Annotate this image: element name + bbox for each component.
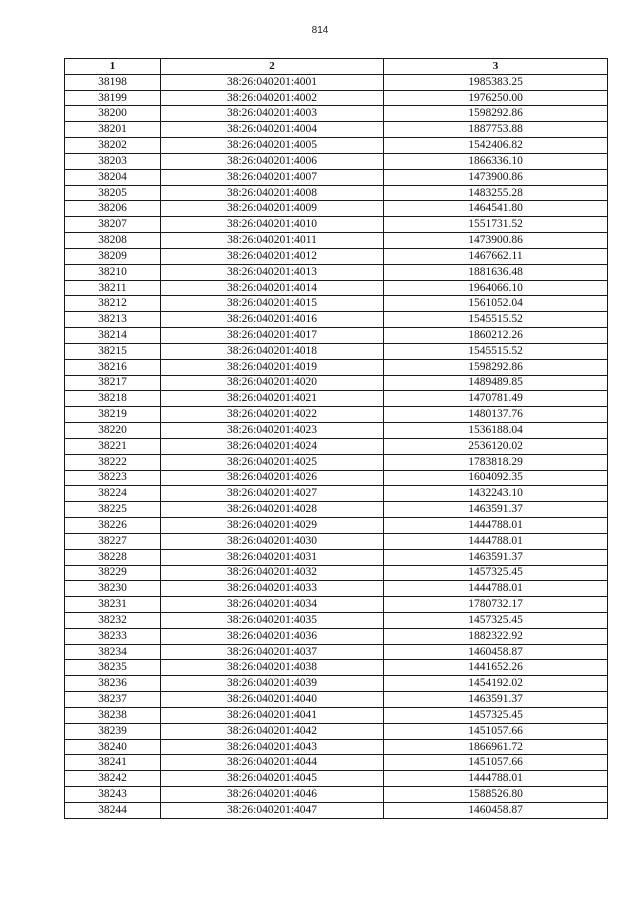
table-row xyxy=(65,533,608,549)
value-cell: 1976250.00 xyxy=(384,90,608,106)
cadastral-number-cell: 38:26:040201:4028 xyxy=(161,502,384,518)
row-number-cell: 38215 xyxy=(65,343,161,359)
row-number-cell: 38211 xyxy=(65,280,161,296)
row-number-cell: 38224 xyxy=(65,486,161,502)
table-body xyxy=(65,74,608,818)
cadastral-number-cell: 38:26:040201:4035 xyxy=(161,612,384,628)
value-cell: 1881636.48 xyxy=(384,264,608,280)
cadastral-number-cell: 38:26:040201:4014 xyxy=(161,280,384,296)
table-row xyxy=(65,549,608,565)
table-row xyxy=(65,755,608,771)
value-cell: 1432243.10 xyxy=(384,486,608,502)
value-cell: 1598292.86 xyxy=(384,106,608,122)
cadastral-number-cell: 38:26:040201:4015 xyxy=(161,296,384,312)
value-cell: 1882322.92 xyxy=(384,628,608,644)
value-cell: 1780732.17 xyxy=(384,597,608,613)
table-row xyxy=(65,597,608,613)
row-number-cell: 38240 xyxy=(65,739,161,755)
cadastral-number-cell: 38:26:040201:4031 xyxy=(161,549,384,565)
value-cell: 1464541.80 xyxy=(384,201,608,217)
cadastral-number-cell: 38:26:040201:4034 xyxy=(161,597,384,613)
cadastral-number-cell: 38:26:040201:4003 xyxy=(161,106,384,122)
row-number-cell: 38235 xyxy=(65,660,161,676)
cadastral-number-cell: 38:26:040201:4006 xyxy=(161,153,384,169)
table-row xyxy=(65,106,608,122)
page-number: 814 xyxy=(311,25,329,36)
table-row xyxy=(65,518,608,534)
value-cell: 1985383.25 xyxy=(384,74,608,90)
row-number-cell: 38237 xyxy=(65,692,161,708)
cadastral-number-cell: 38:26:040201:4042 xyxy=(161,723,384,739)
table-row xyxy=(65,454,608,470)
value-cell: 1866336.10 xyxy=(384,153,608,169)
value-cell: 1964066.10 xyxy=(384,280,608,296)
cadastral-number-cell: 38:26:040201:4043 xyxy=(161,739,384,755)
value-cell: 1860212.26 xyxy=(384,328,608,344)
value-cell: 1457325.45 xyxy=(384,565,608,581)
table-row xyxy=(65,739,608,755)
row-number-cell: 38203 xyxy=(65,153,161,169)
value-cell: 1783818.29 xyxy=(384,454,608,470)
table-row xyxy=(65,438,608,454)
row-number-cell: 38209 xyxy=(65,248,161,264)
value-cell: 1444788.01 xyxy=(384,518,608,534)
row-number-cell: 38200 xyxy=(65,106,161,122)
row-number-cell: 38230 xyxy=(65,581,161,597)
cadastral-number-cell: 38:26:040201:4047 xyxy=(161,802,384,818)
table-row xyxy=(65,169,608,185)
row-number-cell: 38212 xyxy=(65,296,161,312)
table-row xyxy=(65,201,608,217)
cadastral-number-cell: 38:26:040201:4002 xyxy=(161,90,384,106)
cadastral-number-cell: 38:26:040201:4033 xyxy=(161,581,384,597)
value-cell: 1473900.86 xyxy=(384,169,608,185)
table-row xyxy=(65,771,608,787)
cadastral-number-cell: 38:26:040201:4036 xyxy=(161,628,384,644)
row-number-cell: 38219 xyxy=(65,407,161,423)
table-row xyxy=(65,423,608,439)
cadastral-number-cell: 38:26:040201:4021 xyxy=(161,391,384,407)
row-number-cell: 38233 xyxy=(65,628,161,644)
table-row xyxy=(65,296,608,312)
value-cell: 1441652.26 xyxy=(384,660,608,676)
table-row xyxy=(65,138,608,154)
table-row xyxy=(65,185,608,201)
cadastral-number-cell: 38:26:040201:4039 xyxy=(161,676,384,692)
cadastral-number-cell: 38:26:040201:4023 xyxy=(161,423,384,439)
value-cell: 1542406.82 xyxy=(384,138,608,154)
row-number-cell: 38241 xyxy=(65,755,161,771)
table-row xyxy=(65,802,608,818)
table-row xyxy=(65,723,608,739)
table-row xyxy=(65,312,608,328)
row-number-cell: 38225 xyxy=(65,502,161,518)
row-number-cell: 38208 xyxy=(65,233,161,249)
row-number-cell: 38218 xyxy=(65,391,161,407)
value-cell: 1463591.37 xyxy=(384,549,608,565)
table-row xyxy=(65,486,608,502)
value-cell: 1483255.28 xyxy=(384,185,608,201)
cadastral-number-cell: 38:26:040201:4045 xyxy=(161,771,384,787)
table-row xyxy=(65,628,608,644)
cadastral-number-cell: 38:26:040201:4025 xyxy=(161,454,384,470)
value-cell: 1489489.85 xyxy=(384,375,608,391)
row-number-cell: 38204 xyxy=(65,169,161,185)
value-cell: 1463591.37 xyxy=(384,502,608,518)
row-number-cell: 38238 xyxy=(65,707,161,723)
table-row xyxy=(65,248,608,264)
table-header-row xyxy=(65,59,608,75)
row-number-cell: 38217 xyxy=(65,375,161,391)
value-cell: 1588526.80 xyxy=(384,787,608,803)
value-cell: 1551731.52 xyxy=(384,217,608,233)
cadastral-number-cell: 38:26:040201:4017 xyxy=(161,328,384,344)
value-cell: 1444788.01 xyxy=(384,581,608,597)
table-row xyxy=(65,264,608,280)
value-cell: 1457325.45 xyxy=(384,707,608,723)
cadastral-number-cell: 38:26:040201:4024 xyxy=(161,438,384,454)
table-row xyxy=(65,676,608,692)
cadastral-number-cell: 38:26:040201:4038 xyxy=(161,660,384,676)
value-cell: 1545515.52 xyxy=(384,343,608,359)
value-cell: 1473900.86 xyxy=(384,233,608,249)
table-row xyxy=(65,359,608,375)
table-row xyxy=(65,565,608,581)
cadastral-number-cell: 38:26:040201:4020 xyxy=(161,375,384,391)
table-row xyxy=(65,644,608,660)
value-cell: 1604092.35 xyxy=(384,470,608,486)
cadastral-number-cell: 38:26:040201:4009 xyxy=(161,201,384,217)
table-row xyxy=(65,280,608,296)
row-number-cell: 38222 xyxy=(65,454,161,470)
row-number-cell: 38213 xyxy=(65,312,161,328)
cadastral-number-cell: 38:26:040201:4030 xyxy=(161,533,384,549)
cadastral-number-cell: 38:26:040201:4032 xyxy=(161,565,384,581)
table-row xyxy=(65,692,608,708)
value-cell: 1561052.04 xyxy=(384,296,608,312)
cadastral-number-cell: 38:26:040201:4004 xyxy=(161,122,384,138)
row-number-cell: 38220 xyxy=(65,423,161,439)
value-cell: 1598292.86 xyxy=(384,359,608,375)
row-number-cell: 38202 xyxy=(65,138,161,154)
column-header-1: 1 xyxy=(65,59,161,75)
value-cell: 1545515.52 xyxy=(384,312,608,328)
cadastral-number-cell: 38:26:040201:4041 xyxy=(161,707,384,723)
row-number-cell: 38199 xyxy=(65,90,161,106)
row-number-cell: 38207 xyxy=(65,217,161,233)
row-number-cell: 38210 xyxy=(65,264,161,280)
cadastral-number-cell: 38:26:040201:4027 xyxy=(161,486,384,502)
cadastral-number-cell: 38:26:040201:4018 xyxy=(161,343,384,359)
table-header xyxy=(65,59,608,75)
column-header-2: 2 xyxy=(161,59,384,75)
table-row xyxy=(65,217,608,233)
row-number-cell: 38242 xyxy=(65,771,161,787)
data-table xyxy=(64,58,608,819)
table-row xyxy=(65,502,608,518)
row-number-cell: 38239 xyxy=(65,723,161,739)
row-number-cell: 38243 xyxy=(65,787,161,803)
value-cell: 1444788.01 xyxy=(384,771,608,787)
cadastral-number-cell: 38:26:040201:4005 xyxy=(161,138,384,154)
row-number-cell: 38234 xyxy=(65,644,161,660)
row-number-cell: 38228 xyxy=(65,549,161,565)
value-cell: 1463591.37 xyxy=(384,692,608,708)
value-cell: 1866961.72 xyxy=(384,739,608,755)
table-row xyxy=(65,74,608,90)
row-number-cell: 38229 xyxy=(65,565,161,581)
value-cell: 1454192.02 xyxy=(384,676,608,692)
row-number-cell: 38201 xyxy=(65,122,161,138)
table-row xyxy=(65,612,608,628)
value-cell: 1444788.01 xyxy=(384,533,608,549)
row-number-cell: 38231 xyxy=(65,597,161,613)
table-row xyxy=(65,153,608,169)
value-cell: 1467662.11 xyxy=(384,248,608,264)
cadastral-number-cell: 38:26:040201:4013 xyxy=(161,264,384,280)
row-number-cell: 38236 xyxy=(65,676,161,692)
row-number-cell: 38221 xyxy=(65,438,161,454)
table-row xyxy=(65,581,608,597)
row-number-cell: 38206 xyxy=(65,201,161,217)
cadastral-number-cell: 38:26:040201:4010 xyxy=(161,217,384,233)
cadastral-number-cell: 38:26:040201:4040 xyxy=(161,692,384,708)
row-number-cell: 38223 xyxy=(65,470,161,486)
value-cell: 1536188.04 xyxy=(384,423,608,439)
table-row xyxy=(65,660,608,676)
cadastral-number-cell: 38:26:040201:4007 xyxy=(161,169,384,185)
value-cell: 1460458.87 xyxy=(384,802,608,818)
table-row xyxy=(65,233,608,249)
table-row xyxy=(65,90,608,106)
row-number-cell: 38205 xyxy=(65,185,161,201)
value-cell: 1480137.76 xyxy=(384,407,608,423)
row-number-cell: 38227 xyxy=(65,533,161,549)
table-row xyxy=(65,707,608,723)
cadastral-number-cell: 38:26:040201:4001 xyxy=(161,74,384,90)
row-number-cell: 38216 xyxy=(65,359,161,375)
table-row xyxy=(65,122,608,138)
cadastral-number-cell: 38:26:040201:4029 xyxy=(161,518,384,534)
value-cell: 1470781.49 xyxy=(384,391,608,407)
cadastral-number-cell: 38:26:040201:4022 xyxy=(161,407,384,423)
value-cell: 1460458.87 xyxy=(384,644,608,660)
row-number-cell: 38198 xyxy=(65,74,161,90)
value-cell: 2536120.02 xyxy=(384,438,608,454)
column-header-3: 3 xyxy=(384,59,608,75)
row-number-cell: 38226 xyxy=(65,518,161,534)
table-row xyxy=(65,328,608,344)
cadastral-number-cell: 38:26:040201:4046 xyxy=(161,787,384,803)
cadastral-number-cell: 38:26:040201:4012 xyxy=(161,248,384,264)
row-number-cell: 38232 xyxy=(65,612,161,628)
row-number-cell: 38214 xyxy=(65,328,161,344)
table-row xyxy=(65,470,608,486)
cadastral-number-cell: 38:26:040201:4008 xyxy=(161,185,384,201)
table-row xyxy=(65,375,608,391)
cadastral-number-cell: 38:26:040201:4011 xyxy=(161,233,384,249)
value-cell: 1451057.66 xyxy=(384,723,608,739)
cadastral-number-cell: 38:26:040201:4026 xyxy=(161,470,384,486)
value-cell: 1887753.88 xyxy=(384,122,608,138)
cadastral-number-cell: 38:26:040201:4019 xyxy=(161,359,384,375)
value-cell: 1451057.66 xyxy=(384,755,608,771)
table-row xyxy=(65,391,608,407)
row-number-cell: 38244 xyxy=(65,802,161,818)
table-row xyxy=(65,343,608,359)
table-row xyxy=(65,407,608,423)
value-cell: 1457325.45 xyxy=(384,612,608,628)
cadastral-number-cell: 38:26:040201:4037 xyxy=(161,644,384,660)
cadastral-number-cell: 38:26:040201:4016 xyxy=(161,312,384,328)
table-row xyxy=(65,787,608,803)
cadastral-number-cell: 38:26:040201:4044 xyxy=(161,755,384,771)
